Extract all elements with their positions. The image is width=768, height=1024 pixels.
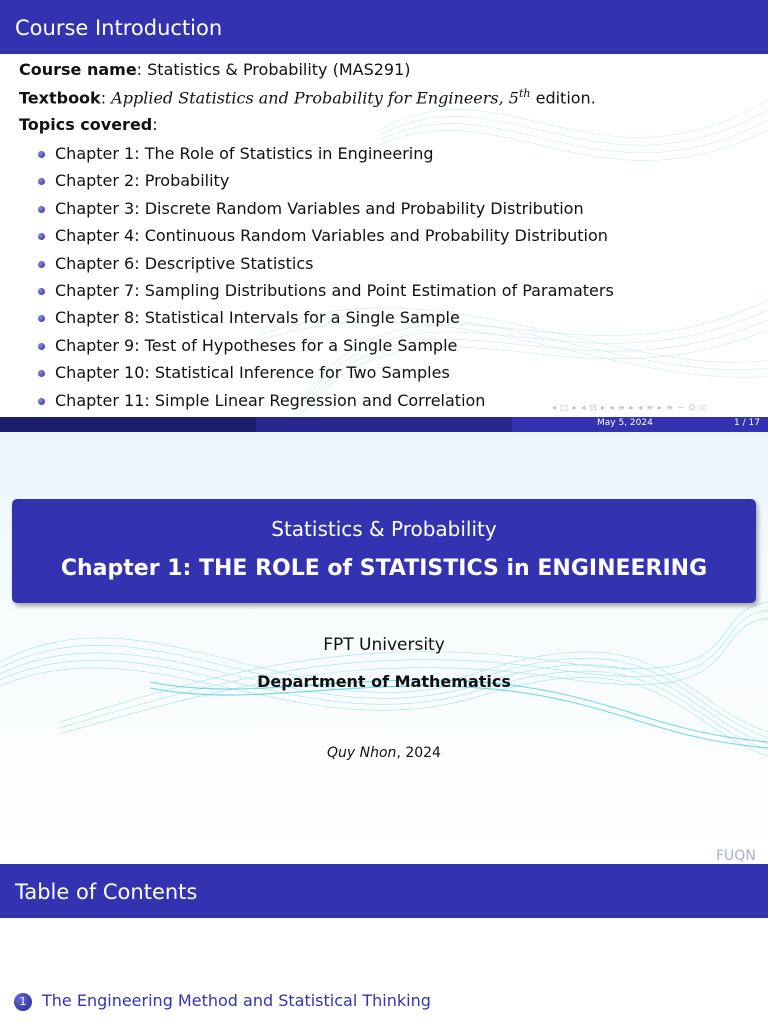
topic-text: Chapter 6: Descriptive Statistics [55,253,314,273]
bullet-icon [38,370,45,377]
topic-text: Chapter 4: Continuous Random Variables and Probability Distribution [55,226,608,246]
footer-segment-middle [256,417,512,432]
bullet-icon [38,261,45,268]
textbook-title: Applied Statistics and Probability for Engineers, [111,88,504,108]
footer-page-number: 1 / 17 [734,418,760,428]
footer-bar [0,417,768,432]
frame-title-bar [0,0,768,54]
list-item [37,334,614,361]
bullet-icon [38,288,45,295]
bullet-icon [38,398,45,405]
logo-text: FUQN [716,848,756,864]
institution: FPT University [323,635,445,655]
list-item [37,361,614,388]
bullet-icon [38,233,45,240]
place-date [0,745,768,761]
toc-number-badge: 1 [14,993,32,1011]
topic-text: Chapter 8: Statistical Intervals for a Single Sample [55,308,460,328]
textbook-edition-superscript: th [518,87,531,100]
topic-text: Chapter 1: The Role of Statistics in Engineering [55,144,434,163]
toc-link[interactable]: The Engineering Method and Statistical Thinking [42,991,431,1010]
list-item [37,142,614,169]
bullet-icon [38,151,45,158]
slide-table-of-contents [0,864,768,1024]
topic-text: Chapter 11: Simple Linear Regression and Correlation [55,390,486,410]
presentation-subtitle: Statistics & Probability [271,517,497,541]
textbook-colon: : [100,88,112,108]
course-name-line [19,60,411,79]
list-item [37,197,614,224]
textbook-edition-word: edition. [535,88,596,108]
bullet-icon [38,343,45,350]
course-name-label: Course name [19,60,137,79]
frame-title-bar [0,864,768,918]
beamer-navigation-icons[interactable]: ◂ □ ▸ ◂ ⊡ ▸ ◂ ≡ ▸ ◂ ≡ ▸ ≡ ∽ Q ⊂ [552,403,708,412]
topics-heading [19,115,158,134]
year: , 2024 [396,745,441,761]
textbook-label: Textbook [19,88,101,108]
slide-title [0,432,768,864]
frame-title: Course Introduction [15,16,223,40]
list-item [37,252,614,279]
frame-title: Table of Contents [15,880,198,904]
topic-text: Chapter 3: Discrete Random Variables and Probability Distribution [55,198,584,218]
presentation-title: Chapter 1: THE ROLE of STATISTICS in ENGINEERING [60,556,708,581]
bullet-icon [38,206,45,213]
list-item [37,389,614,416]
topic-text: Chapter 7: Sampling Distributions and Point Estimation of Paramaters [55,280,614,300]
footer-segment-left [0,417,256,432]
footer-date: May 5, 2024 [597,418,653,428]
place: Quy Nhon [327,745,397,761]
topics-list [37,142,614,416]
course-name-value: : Statistics & Probability (MAS291) [136,60,411,79]
list-item [37,279,614,306]
list-item [37,169,614,196]
textbook-line [19,87,596,107]
textbook-edition-number: 5 [508,88,519,108]
topic-text: Chapter 9: Test of Hypotheses for a Single Sample [55,335,458,355]
slide-course-introduction [0,0,768,432]
topic-text: Chapter 2: Probability [55,171,230,191]
list-item [37,306,614,333]
topics-label: Topics covered [19,115,153,134]
list-item [37,224,614,251]
bullet-icon [38,315,45,322]
topic-text: Chapter 10: Statistical Inference for Two Samples [55,363,450,383]
bullet-icon [38,178,45,185]
department: Department of Mathematics [257,672,511,691]
title-box [12,499,756,603]
topics-colon: : [152,115,158,134]
